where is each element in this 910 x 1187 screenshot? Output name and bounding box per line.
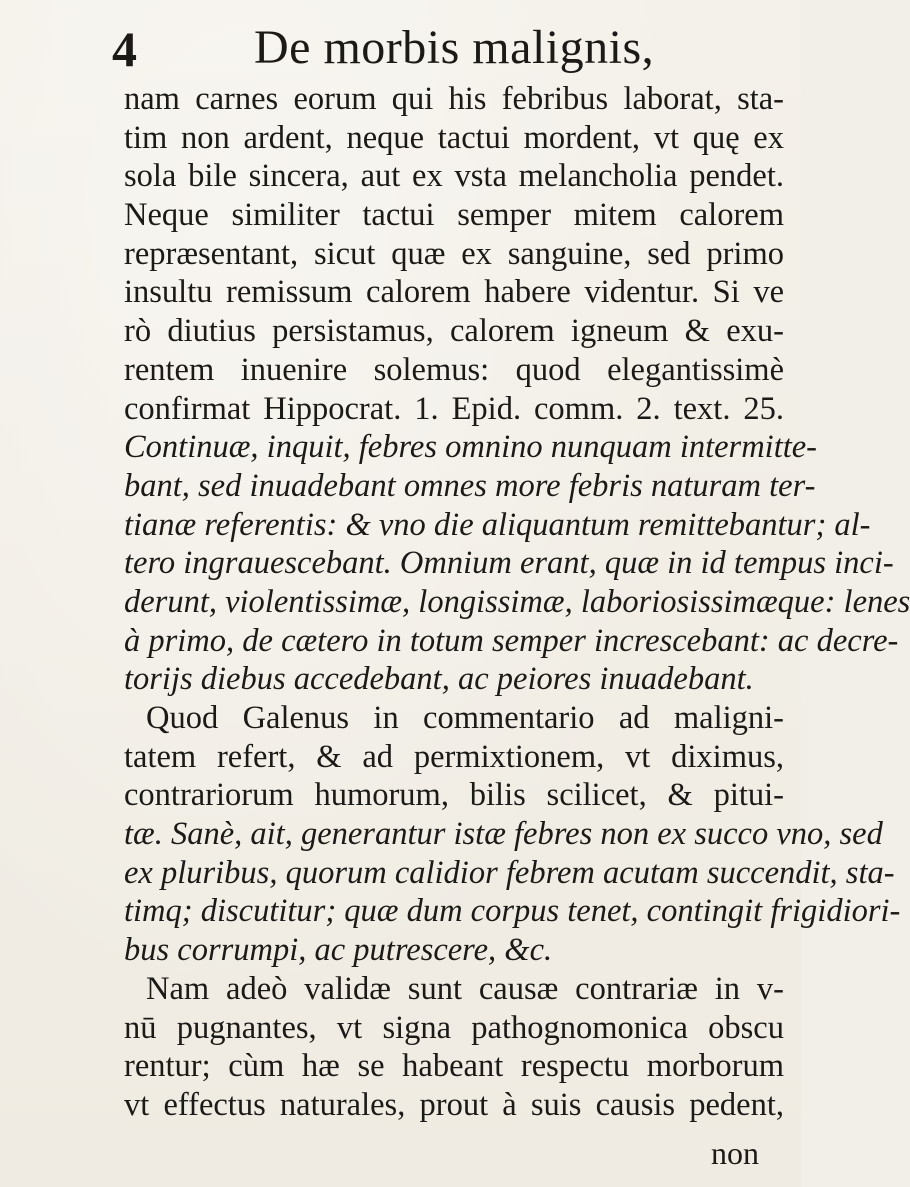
text-line: tatem refert, & ad permixtionem, vt diximus, — [124, 738, 784, 775]
page-header — [0, 18, 801, 88]
quotation-line: tæ. Sanè, ait, generantur istæ febres non ex succo vno, sed — [124, 816, 883, 853]
page-number: 4 — [112, 21, 137, 77]
text-line: Neque similiter tactui semper mitem calorem — [124, 197, 784, 234]
text-line: insultu remissum calorem habere videntur. Si ve — [124, 274, 784, 311]
text-line: tim non ardent, neque tactui mordent, vt quę ex — [124, 119, 784, 156]
text-line: sola bile sincera, aut ex vsta melancholia pendet. — [124, 158, 784, 195]
quotation-line: à primo, de cætero in totum semper increscebant: ac decre- — [124, 622, 899, 659]
text-line: rentur; cùm hæ se habeant respectu morborum — [124, 1048, 784, 1085]
quotation-line: bus corrumpi, ac putrescere, &c. — [124, 932, 553, 969]
paragraph-start-line: Nam adeò validæ sunt causæ contrariæ in v- — [146, 970, 784, 1007]
text-line: repræsentant, sicut quæ ex sanguine, sed primo — [124, 235, 784, 272]
text-line: rò diutius persistamus, calorem igneum & exu- — [124, 313, 784, 350]
quotation-line: ex pluribus, quorum calidior febrem acutam succendit, sta- — [124, 854, 895, 891]
paragraph-start-line: Quod Galenus in commentario ad maligni- — [146, 700, 784, 736]
quotation-line: Continuæ, inquit, febres omnino nunquam intermitte- — [124, 429, 818, 466]
text-line: rentem inuenire solemus: quod elegantissimè — [124, 351, 784, 388]
text-line: vt effectus naturales, prout à suis causis pedent, — [124, 1086, 784, 1123]
quotation-line: torijs diebus accedebant, ac peiores inuadebant. — [124, 661, 754, 698]
quotation-line: derunt, violentissimæ, longissimæ, laboriosissimæque: lenes — [124, 583, 910, 620]
quotation-line: bant, sed inuadebant omnes more febris naturam ter- — [124, 467, 816, 504]
quotation-line: timq; discutitur; quæ dum corpus tenet, contingit frigidiori- — [124, 893, 901, 930]
text-line: nam carnes eorum qui his febribus laborat, sta- — [124, 81, 784, 117]
body-text — [124, 80, 910, 1125]
catchword: non — [711, 1135, 759, 1171]
quotation-line: tero ingrauescebant. Omnium erant, quæ in id tempus inci- — [124, 545, 894, 582]
text-line: confirmat Hippocrat. 1. Epid. comm. 2. text. 25. — [124, 390, 784, 427]
text-line: nū pugnantes, vt signa pathognomonica obscu — [124, 1009, 784, 1046]
text-line: contrariorum humorum, bilis scilicet, & pitui- — [124, 777, 784, 814]
running-title: De morbis malignis, — [254, 21, 655, 74]
quotation-line: tianæ referentis: & vno die aliquantum remittebantur; al- — [124, 506, 871, 543]
